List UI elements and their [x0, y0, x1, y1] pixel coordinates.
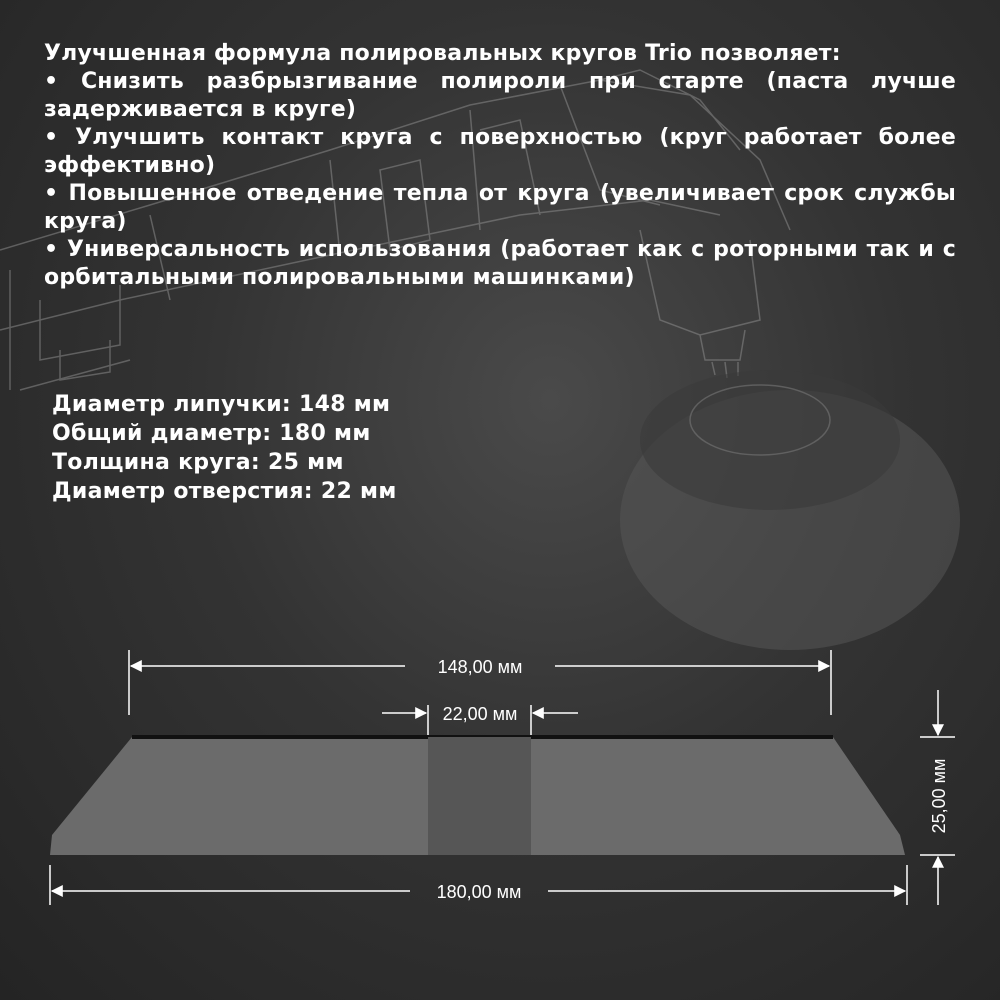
- spec-pad-thickness: Толщина круга: 25 мм: [52, 450, 344, 475]
- spec-velcro-diameter: Диаметр липучки: 148 мм: [52, 392, 391, 417]
- spec-hole-diameter: Диаметр отверстия: 22 мм: [52, 479, 397, 504]
- dimension-thickness-label: 25,00 мм: [929, 758, 949, 834]
- center-hole: [428, 737, 531, 855]
- dimension-velcro-label: 148,00 мм: [437, 657, 523, 677]
- spec-overall-diameter: Общий диаметр: 180 мм: [52, 421, 371, 446]
- intro-bullet: • Универсальность использования (работает как с роторными так и с орбитальными полировальными машинками): [44, 236, 956, 292]
- dimension-hole-label: 22,00 мм: [442, 704, 518, 724]
- intro-bullet: • Повышенное отведение тепла от круга (увеличивает срок службы круга): [44, 180, 956, 236]
- dimension-overall-label: 180,00 мм: [436, 882, 522, 902]
- dimension-overall: [50, 865, 907, 905]
- dimension-thickness: [920, 690, 955, 905]
- intro-bullet: • Снизить разбрызгивание полироли при старте (паста лучше задерживается в круге): [44, 68, 956, 124]
- dimension-hole: [382, 704, 578, 735]
- intro-bullet: • Улучшить контакт круга с поверхностью (круг работает более эффективно): [44, 124, 956, 180]
- intro-heading: Улучшенная формула полировальных кругов Trio позволяет:: [44, 41, 841, 66]
